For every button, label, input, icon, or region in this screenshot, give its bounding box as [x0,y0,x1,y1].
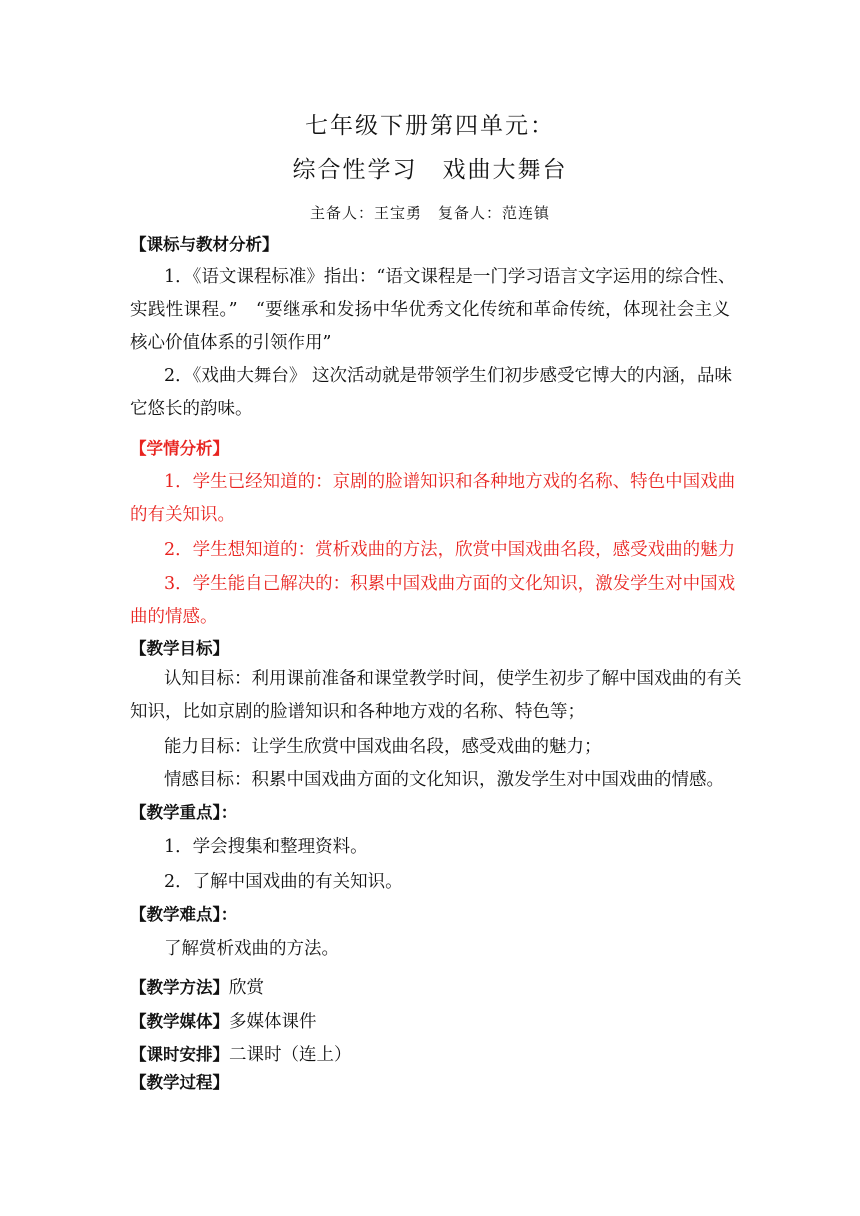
paragraph-line: 能力目标：让学生欣赏中国戏曲名段，感受戏曲的魅力； [164,737,602,757]
media-value: 多媒体课件 [229,1012,317,1032]
paragraph-line: 2．《戏曲大舞台》 这次活动就是带领学生们初步感受它博大的内涵，品味 [164,366,732,386]
paragraph-line: 核心价值体系的引领作用” [130,333,332,353]
paragraph-line: 了解赏析戏曲的方法。 [164,939,339,959]
paragraph-line: 认知目标：利用课前准备和课堂教学时间，使学生初步了解中国戏曲的有关 [164,669,742,689]
paragraph-line: 曲的情感。 [130,607,218,627]
schedule-row [130,1043,352,1067]
section-heading-process: 【教学过程】 [130,1073,229,1092]
section-heading-schedule: 【课时安排】 [130,1045,229,1064]
paragraph-line: 情感目标：积累中国戏曲方面的文化知识，激发学生对中国戏曲的情感。 [164,770,724,790]
doc-title-line2: 综合性学习 戏曲大舞台 [292,157,568,183]
media-row [130,1010,317,1034]
paragraph-line: 知识，比如京剧的脸谱知识和各种地方戏的名称、特色等； [130,702,585,722]
paragraph-line: 2．学生想知道的：赏析戏曲的方法，欣赏中国戏曲名段，感受戏曲的魅力 [164,540,736,560]
paragraph-line: 1．学生已经知道的：京剧的脸谱知识和各种地方戏的名称、特色中国戏曲 [164,472,736,492]
paragraph-line: 它悠长的韵味。 [130,399,253,419]
doc-authors: 主备人：王宝勇 复备人：范连镇 [309,204,550,222]
method-row [130,976,264,1000]
paragraph-line: 1．学会搜集和整理资料。 [164,837,368,857]
section-heading-students: 【学情分析】 [130,439,229,458]
section-heading-media: 【教学媒体】 [130,1012,229,1031]
method-value: 欣赏 [229,978,264,998]
section-heading-curriculum: 【课标与教材分析】 [130,235,279,254]
section-heading-method: 【教学方法】 [130,978,229,997]
paragraph-line: 3．学生能自己解决的：积累中国戏曲方面的文化知识，激发学生对中国戏 [164,574,736,594]
doc-title-line1: 七年级下册第四单元： [305,113,555,139]
section-heading-difficulties: 【教学难点】： [130,905,238,924]
paragraph-line: 的有关知识。 [130,505,235,525]
paragraph-line: 实践性课程。” “要继承和发扬中华优秀文化传统和革命传统，体现社会主义 [130,300,730,320]
section-heading-keypoints: 【教学重点】： [130,803,238,822]
paragraph-line: 1．《语文课程标准》指出：“语文课程是一门学习语言文字运用的综合性、 [164,267,736,287]
paragraph-line: 2．了解中国戏曲的有关知识。 [164,872,403,892]
section-heading-goals: 【教学目标】 [130,639,229,658]
schedule-value: 二课时（连上） [229,1045,352,1065]
